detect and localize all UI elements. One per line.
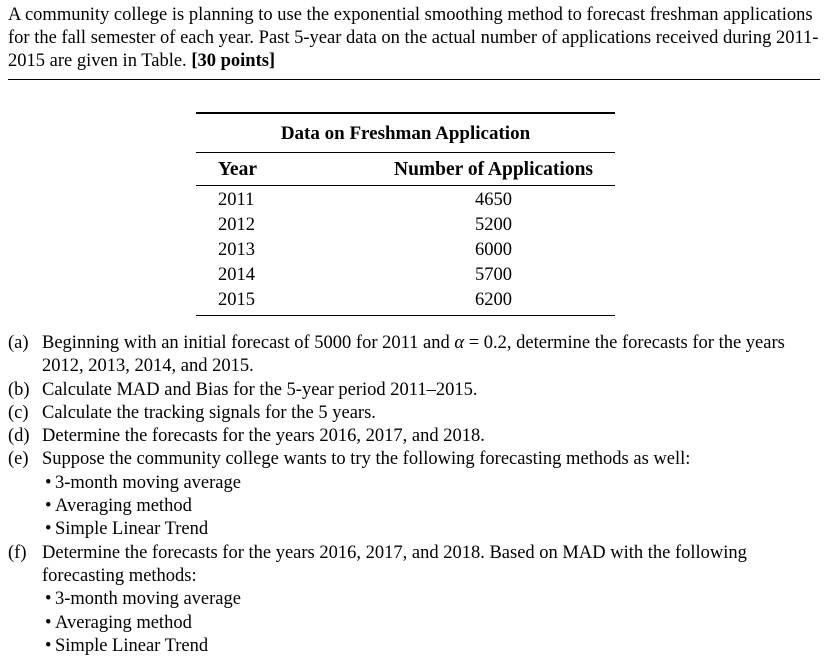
cell-applications: 6200 <box>475 290 512 310</box>
bullet-text: 3-month moving average <box>55 589 241 610</box>
applications-table <box>196 112 615 316</box>
bullet-text: Simple Linear Trend <box>55 635 209 656</box>
question-d <box>8 425 820 448</box>
question-b <box>8 379 820 402</box>
table-row <box>196 238 615 263</box>
bullet-icon: • <box>45 472 52 493</box>
cell-year: 2013 <box>218 240 255 260</box>
cell-applications: 5700 <box>475 265 512 285</box>
points-label: [30 points] <box>191 51 276 71</box>
table-row <box>196 263 615 288</box>
question-list <box>8 332 820 658</box>
bullet-icon: • <box>45 519 52 540</box>
question-text: = 0.2, determine the forecasts for the years 2012, 2013, 2014, and 2015. <box>42 333 785 377</box>
bullet-text: Averaging method <box>55 612 192 633</box>
question-text: Determine the forecasts for the years 2016, 2017, and 2018. <box>42 426 485 447</box>
question-text: Suppose the community college wants to try the following forecasting methods as well: <box>42 449 691 470</box>
question-text: Calculate MAD and Bias for the 5-year period 2011–2015. <box>42 379 478 400</box>
cell-applications: 4650 <box>475 190 512 210</box>
intro-text: A community college is planning to use the exponential smoothing method to forecast freshman applications for the fall semester of each year. Past 5-year data on the actual number of applications received during 2011-2015 are given in Table. <box>8 5 819 71</box>
table-body <box>196 188 615 316</box>
question-text: Calculate the tracking signals for the 5 years. <box>42 402 376 423</box>
question-f <box>8 542 820 589</box>
cell-applications: 6000 <box>475 240 512 260</box>
bullet-text: 3-month moving average <box>55 472 241 493</box>
bullet-icon: • <box>45 589 52 610</box>
question-text: Determine the forecasts for the years 2016, 2017, and 2018. Based on MAD with the following forecasting methods: <box>42 542 747 586</box>
cell-year: 2015 <box>218 290 255 310</box>
question-a <box>8 332 820 379</box>
question-label: (b) <box>8 379 30 400</box>
list-item <box>8 495 820 518</box>
cell-year: 2012 <box>218 215 255 235</box>
question-e <box>8 448 820 471</box>
table-row <box>196 213 615 238</box>
list-item <box>8 472 820 495</box>
bullet-icon: • <box>45 635 52 656</box>
cell-year: 2011 <box>218 190 255 210</box>
table-row <box>196 188 615 213</box>
question-label: (a) <box>8 333 29 353</box>
bullet-text: Averaging method <box>55 496 192 517</box>
table-caption: Data on Freshman Application <box>196 114 615 153</box>
alpha-symbol: α <box>454 333 465 353</box>
problem-intro <box>8 4 820 80</box>
bullet-text: Simple Linear Trend <box>55 519 209 540</box>
list-item <box>8 518 820 541</box>
cell-year: 2014 <box>218 265 255 285</box>
bullet-icon: • <box>45 496 52 517</box>
question-label: (c) <box>8 402 29 423</box>
bullet-icon: • <box>45 612 52 633</box>
table-header-row <box>196 153 615 186</box>
question-label: (e) <box>8 449 29 470</box>
question-text: Beginning with an initial forecast of 5000 for 2011 and <box>42 333 455 353</box>
list-item <box>8 612 820 635</box>
header-year: Year <box>218 159 257 180</box>
list-item <box>8 588 820 611</box>
question-label: (f) <box>8 542 27 563</box>
cell-applications: 5200 <box>475 215 512 235</box>
question-label: (d) <box>8 426 30 447</box>
list-item <box>8 635 820 658</box>
header-applications: Number of Applications <box>394 159 593 180</box>
table-row <box>196 288 615 316</box>
question-c <box>8 402 820 425</box>
